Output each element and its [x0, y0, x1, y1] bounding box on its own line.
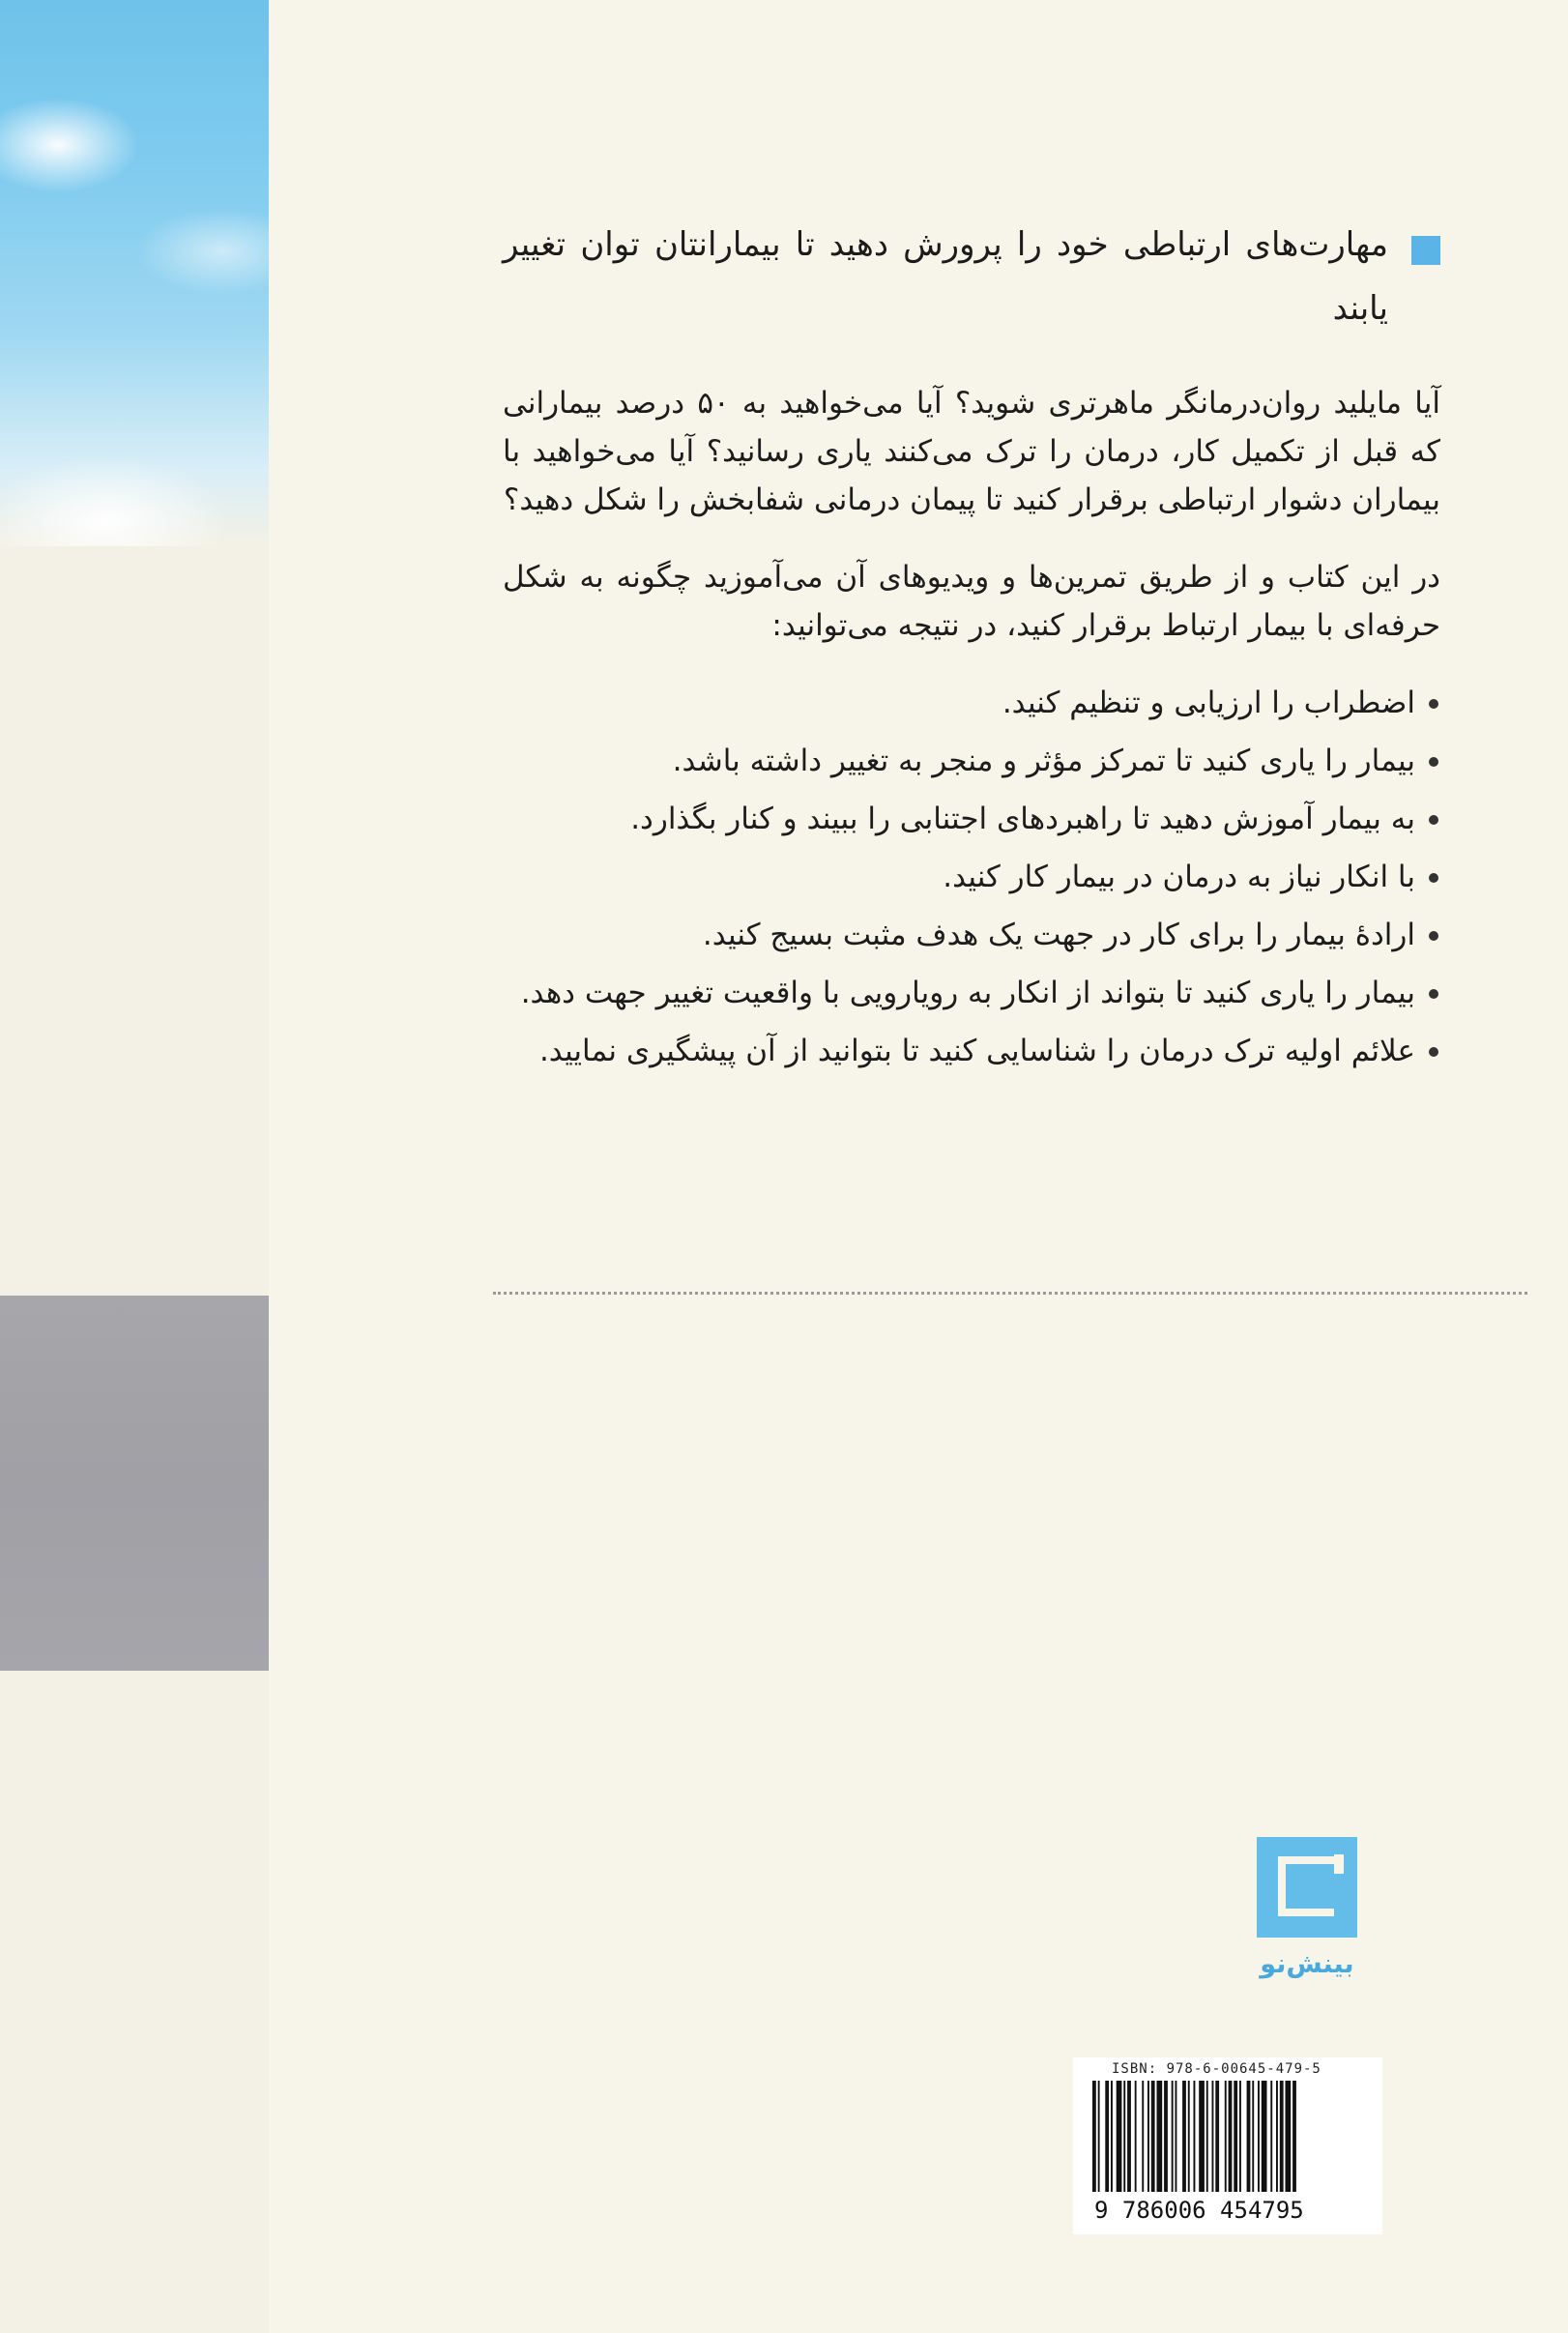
barcode-bar [1176, 2081, 1177, 2192]
benefit-item: اضطراب را ارزیابی و تنظیم کنید. [503, 679, 1440, 727]
isbn-label: ISBN: 978-6-00645-479-5 [1112, 2061, 1321, 2077]
benefit-item: با انکار نیاز به درمان در بیمار کار کنید. [503, 853, 1440, 901]
barcode-bar [1225, 2081, 1227, 2192]
intro-paragraph: آیا مایلید روان‌درمانگر ماهرتری شوید؟ آیا می‌خواهید به ۵۰ درصد بیمارانی که قبل از تکمیل کار، درمان را ترک می‌کنند یاری رسانید؟ آیا می‌خواهید با بیماران دشوار ارتباطی برقرار کنید تا پیمان درمانی شفابخش را شکل دهید؟ [503, 386, 1440, 517]
benefit-item: ارادهٔ بیمار را برای کار در جهت یک هدف مثبت بسیج کنید. [503, 911, 1440, 959]
book-shape-icon [1278, 1856, 1334, 1916]
benefits-list [503, 679, 1440, 1075]
barcode-bar [1286, 2081, 1292, 2192]
barcode-bar [1164, 2081, 1168, 2192]
barcode-bar [1117, 2081, 1122, 2192]
barcode-bar [1157, 2081, 1163, 2192]
barcode-bar [1280, 2081, 1284, 2192]
sky-cloud-image [0, 0, 269, 546]
dotted-divider [493, 1292, 1527, 1295]
back-cover-text [503, 213, 1440, 1085]
barcode-bar [1105, 2081, 1109, 2192]
barcode-bar [1234, 2081, 1237, 2192]
barcode-bar [1182, 2081, 1186, 2192]
left-decorative-band [0, 0, 269, 2333]
barcode-bar [1147, 2081, 1149, 2192]
barcode-bar [1247, 2081, 1251, 2192]
benefit-item: بیمار را یاری کنید تا بتواند از انکار به رویارویی با واقعیت تغییر جهت دهد. [503, 969, 1440, 1017]
barcode-bar [1111, 2081, 1113, 2192]
barcode-bar [1206, 2081, 1208, 2192]
square-marker-icon [1411, 236, 1440, 265]
barcode-bar [1127, 2081, 1131, 2192]
book-description-paragraph: در این کتاب و از طریق تمرین‌ها و ویدیوهای آن می‌آموزید چگونه به شکل حرفه‌ای با بیمار ارتباط برقرار کنید، در نتیجه می‌توانید: [503, 560, 1440, 643]
barcode-bar [1199, 2081, 1205, 2192]
barcode-bar [1262, 2081, 1267, 2192]
barcode-bar [1229, 2081, 1233, 2192]
barcode-icon [1092, 2081, 1363, 2192]
barcode-bar [1188, 2081, 1190, 2192]
barcode-bar [1212, 2081, 1214, 2192]
benefit-item: به بیمار آموزش دهید تا راهبردهای اجتنابی را ببیند و کنار بگذارد. [503, 795, 1440, 843]
barcode-bar [1194, 2081, 1196, 2192]
barcode-bar [1092, 2081, 1096, 2192]
barcode-bar [1142, 2081, 1144, 2192]
publisher-name: بینش‌نو [1260, 1949, 1354, 1979]
barcode-bar [1239, 2081, 1241, 2192]
barcode-bar [1292, 2081, 1296, 2192]
barcode-bar [1123, 2081, 1125, 2192]
barcode-bar [1252, 2081, 1254, 2192]
benefit-item: علائم اولیه ترک درمان را شناسایی کنید تا بتوانید از آن پیشگیری نمایید. [503, 1027, 1440, 1075]
barcode-bar [1276, 2081, 1278, 2192]
benefit-item: بیمار را یاری کنید تا تمرکز مؤثر و منجر به تغییر داشته باشد. [503, 737, 1440, 785]
barcode-bar [1258, 2081, 1260, 2192]
barcode-bar [1151, 2081, 1155, 2192]
headline [503, 213, 1440, 340]
barcode-bar [1098, 2081, 1100, 2192]
publisher-logo-icon [1257, 1837, 1357, 1938]
headline-text: مهارت‌های ارتباطی خود را پرورش دهید تا بیمارانتان توان تغییر یابند [503, 225, 1388, 328]
barcode-bar [1135, 2081, 1137, 2192]
barcode-bar [1215, 2081, 1219, 2192]
gray-color-band [0, 1296, 269, 1671]
barcode-bar [1172, 2081, 1174, 2192]
barcode-panel [1073, 2057, 1382, 2234]
barcode-digits: 9 786006 454795 [1094, 2197, 1304, 2224]
barcode-bar [1270, 2081, 1272, 2192]
